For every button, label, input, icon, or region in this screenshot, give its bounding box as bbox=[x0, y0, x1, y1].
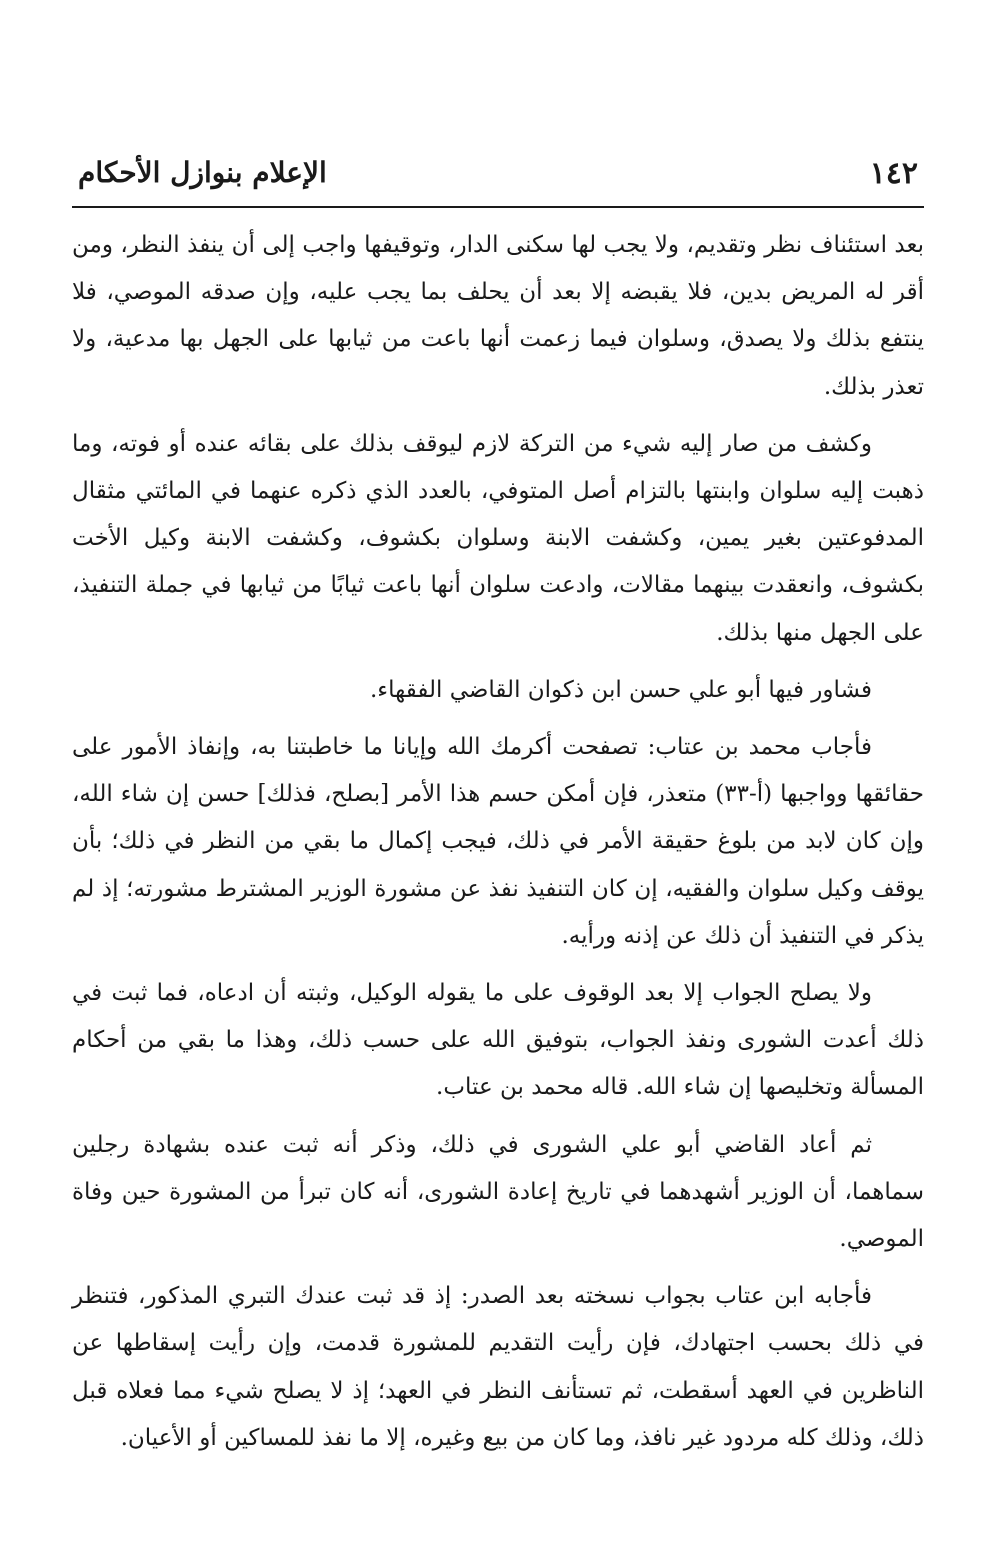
paragraph-1: بعد استئناف نظر وتقديم، ولا يجب لها سكنى الدار، وتوقيفها واجب إلى أن ينفذ النظر، ومن أقر له المريض بدين، فلا يقبضه إلا بعد أن يحلف بما يجب عليه، وإن صدقه الموصي، فلا ينتفع بذلك ولا يصدق، وسلوان فيما زعمت أنها باعت من ثيابها على الجهل بها مدعية، ولا تعذر بذلك. bbox=[72, 232, 924, 400]
page-number: ١٤٢ bbox=[869, 156, 918, 191]
header-divider bbox=[72, 206, 924, 208]
page-body bbox=[72, 222, 924, 1472]
page-header bbox=[72, 150, 924, 204]
running-title: الإعلام بنوازل الأحكام bbox=[78, 156, 327, 189]
paragraph-2: وكشف من صار إليه شيء من التركة لازم ليوقف بذلك على بقائه عنده أو فوته، وما ذهبت إليه سلوان وابنتها بالتزام أصل المتوفي، بالعدد الذي ذكره عنهما في المائتي مثقال المدفوعتين بغير يمين، وكشفت الابنة وسلوان بكشوف، وكشفت الابنة وكيل الأخت بكشوف، وانعقدت بينهما مقالات، وادعت سلوان أنها باعت ثيابًا من ثيابها في جملة التنفيذ، على الجهل منها بذلك. bbox=[72, 430, 924, 646]
paragraph-3: فشاور فيها أبو علي حسن ابن ذكوان القاضي الفقهاء. bbox=[370, 676, 872, 703]
paragraph-7: فأجابه ابن عتاب بجواب نسخته بعد الصدر: إذ قد ثبت عندك التبري المذكور، فتنظر في ذلك بحسب اجتهادك، فإن رأيت التقديم للمشورة قدمت، وإن رأيت إسقاطها عن الناظرين في العهد أسقطت، ثم تستأنف النظر في العهد؛ إذ لا يصلح شيء مما فعلاه قبل ذلك، وذلك كله مردود غير نافذ، وما كان من بيع وغيره، إلا ما نفذ للمساكين أو الأعيان. bbox=[72, 1283, 924, 1451]
paragraph-5: ولا يصلح الجواب إلا بعد الوقوف على ما يقوله الوكيل، وثبته أن ادعاه، فما ثبت في ذلك أعدت الشورى ونفذ الجواب، بتوفيق الله على حسب ذلك، وهذا ما بقي من أحكام المسألة وتخليصها إن شاء الله. قاله محمد بن عتاب. bbox=[72, 980, 924, 1101]
paragraph-6: ثم أعاد القاضي أبو علي الشورى في ذلك، وذكر أنه ثبت عنده بشهادة رجلين سماهما، أن الوزير أشهدهما في تاريخ إعادة الشورى، أنه كان تبرأ من المشورة حين وفاة الموصي. bbox=[72, 1131, 924, 1253]
paragraph-4: فأجاب محمد بن عتاب: تصفحت أكرمك الله وإيانا ما خاطبتنا به، وإنفاذ الأمور على حقائقها وواجبها (أ-٣٣) متعذر، فإن أمكن حسم هذا الأمر [بصلح، فذلك] حسن إن شاء الله، وإن كان لابد من بلوغ حقيقة الأمر في ذلك، فيجب إكمال ما بقي من النظر في ذلك؛ بأن يوقف وكيل سلوان والفقيه، إن كان التنفيذ نفذ عن مشورة الوزير المشترط مشورته؛ إذ لم يذكر في التنفيذ أن ذلك عن إذنه ورأيه. bbox=[72, 734, 924, 949]
